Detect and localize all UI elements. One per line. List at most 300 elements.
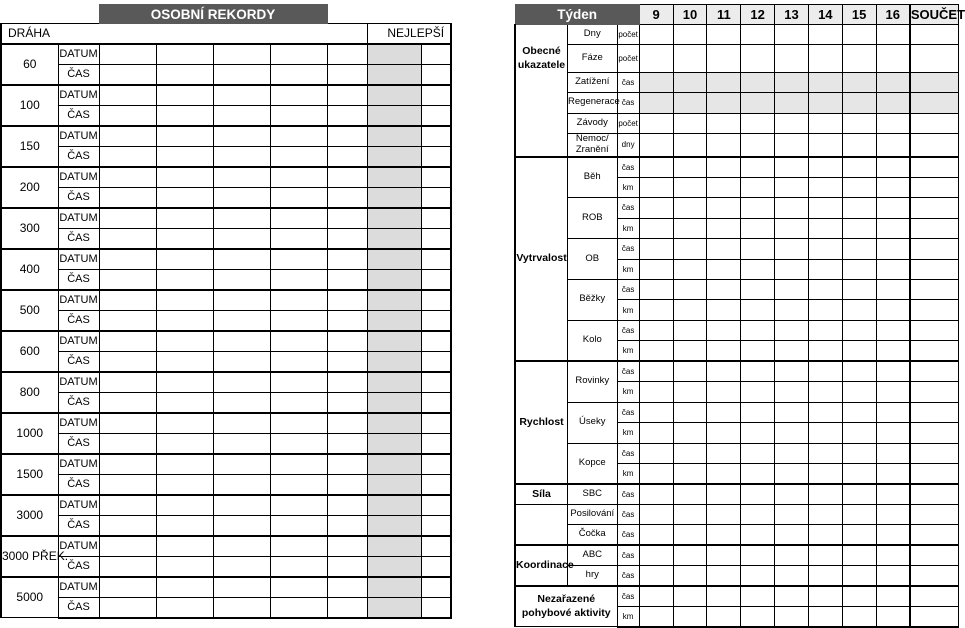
record-cell[interactable]	[156, 187, 213, 208]
week-cell[interactable]	[876, 361, 910, 381]
week-cell[interactable]	[808, 443, 842, 463]
week-cell[interactable]	[673, 239, 707, 259]
best-cell[interactable]	[367, 536, 421, 557]
week-cell[interactable]	[842, 25, 876, 45]
week-cell[interactable]	[842, 463, 876, 483]
record-cell[interactable]	[421, 454, 451, 475]
week-cell[interactable]	[775, 72, 809, 92]
week-cell[interactable]	[673, 25, 707, 45]
week-cell[interactable]	[741, 72, 775, 92]
week-cell[interactable]	[673, 134, 707, 157]
record-cell[interactable]	[421, 351, 451, 372]
week-cell[interactable]	[842, 198, 876, 218]
total-cell[interactable]	[910, 525, 959, 545]
record-cell[interactable]	[327, 413, 367, 434]
week-cell[interactable]	[707, 504, 741, 524]
week-cell[interactable]	[876, 177, 910, 197]
week-cell[interactable]	[775, 423, 809, 443]
week-cell[interactable]	[707, 239, 741, 259]
record-cell[interactable]	[156, 85, 213, 106]
week-cell[interactable]	[842, 134, 876, 157]
week-cell[interactable]	[741, 402, 775, 422]
week-cell[interactable]	[673, 259, 707, 279]
record-cell[interactable]	[156, 413, 213, 434]
week-cell[interactable]	[741, 134, 775, 157]
week-cell[interactable]	[639, 72, 673, 92]
record-cell[interactable]	[99, 208, 156, 229]
best-cell[interactable]	[367, 167, 421, 188]
week-cell[interactable]	[876, 25, 910, 45]
week-cell[interactable]	[639, 259, 673, 279]
week-cell[interactable]	[673, 402, 707, 422]
week-cell[interactable]	[808, 72, 842, 92]
total-cell[interactable]	[910, 341, 959, 361]
record-cell[interactable]	[99, 454, 156, 475]
week-cell[interactable]	[707, 218, 741, 238]
week-cell[interactable]	[842, 402, 876, 422]
record-cell[interactable]	[156, 126, 213, 147]
week-cell[interactable]	[741, 463, 775, 483]
week-cell[interactable]	[808, 198, 842, 218]
record-cell[interactable]	[156, 515, 213, 536]
week-cell[interactable]	[842, 525, 876, 545]
best-cell[interactable]	[367, 126, 421, 147]
week-cell[interactable]	[775, 320, 809, 340]
week-cell[interactable]	[876, 320, 910, 340]
record-cell[interactable]	[99, 351, 156, 372]
week-cell[interactable]	[775, 361, 809, 381]
week-cell[interactable]	[842, 218, 876, 238]
record-cell[interactable]	[270, 515, 327, 536]
record-cell[interactable]	[213, 515, 270, 536]
week-cell[interactable]	[639, 134, 673, 157]
record-cell[interactable]	[421, 208, 451, 229]
week-cell[interactable]	[673, 545, 707, 565]
week-cell[interactable]	[842, 300, 876, 320]
record-cell[interactable]	[156, 208, 213, 229]
best-cell[interactable]	[367, 351, 421, 372]
week-cell[interactable]	[808, 25, 842, 45]
record-cell[interactable]	[421, 64, 451, 85]
week-cell[interactable]	[808, 280, 842, 300]
record-cell[interactable]	[421, 597, 451, 618]
week-cell[interactable]	[707, 72, 741, 92]
week-cell[interactable]	[775, 443, 809, 463]
record-cell[interactable]	[421, 187, 451, 208]
week-cell[interactable]	[876, 423, 910, 443]
record-cell[interactable]	[156, 64, 213, 85]
record-cell[interactable]	[421, 474, 451, 495]
record-cell[interactable]	[421, 290, 451, 311]
week-cell[interactable]	[775, 504, 809, 524]
record-cell[interactable]	[327, 126, 367, 147]
week-cell[interactable]	[741, 198, 775, 218]
total-cell[interactable]	[910, 423, 959, 443]
week-cell[interactable]	[808, 566, 842, 586]
week-cell[interactable]	[876, 504, 910, 524]
week-cell[interactable]	[808, 93, 842, 113]
record-cell[interactable]	[327, 597, 367, 618]
record-cell[interactable]	[327, 269, 367, 290]
total-cell[interactable]	[910, 259, 959, 279]
week-cell[interactable]	[673, 504, 707, 524]
week-cell[interactable]	[775, 113, 809, 133]
week-cell[interactable]	[741, 45, 775, 72]
record-cell[interactable]	[213, 597, 270, 618]
week-cell[interactable]	[808, 341, 842, 361]
week-cell[interactable]	[741, 280, 775, 300]
total-cell[interactable]	[910, 198, 959, 218]
record-cell[interactable]	[156, 269, 213, 290]
week-cell[interactable]	[707, 198, 741, 218]
week-cell[interactable]	[639, 113, 673, 133]
week-cell[interactable]	[775, 157, 809, 177]
week-cell[interactable]	[639, 423, 673, 443]
record-cell[interactable]	[156, 105, 213, 126]
record-cell[interactable]	[213, 44, 270, 65]
record-cell[interactable]	[270, 474, 327, 495]
week-cell[interactable]	[876, 72, 910, 92]
best-cell[interactable]	[367, 556, 421, 577]
week-cell[interactable]	[741, 423, 775, 443]
record-cell[interactable]	[213, 372, 270, 393]
record-cell[interactable]	[421, 331, 451, 352]
week-cell[interactable]	[741, 443, 775, 463]
week-cell[interactable]	[639, 341, 673, 361]
week-cell[interactable]	[842, 157, 876, 177]
record-cell[interactable]	[99, 146, 156, 167]
week-cell[interactable]	[673, 177, 707, 197]
week-cell[interactable]	[842, 484, 876, 504]
week-cell[interactable]	[876, 113, 910, 133]
record-cell[interactable]	[421, 126, 451, 147]
week-cell[interactable]	[842, 504, 876, 524]
week-cell[interactable]	[775, 25, 809, 45]
record-cell[interactable]	[213, 454, 270, 475]
week-cell[interactable]	[639, 382, 673, 402]
record-cell[interactable]	[213, 351, 270, 372]
week-cell[interactable]	[876, 463, 910, 483]
week-cell[interactable]	[808, 545, 842, 565]
week-cell[interactable]	[639, 586, 673, 606]
record-cell[interactable]	[99, 495, 156, 516]
record-cell[interactable]	[99, 515, 156, 536]
week-cell[interactable]	[842, 93, 876, 113]
record-cell[interactable]	[327, 228, 367, 249]
week-cell[interactable]	[775, 566, 809, 586]
record-cell[interactable]	[213, 105, 270, 126]
week-cell[interactable]	[673, 607, 707, 627]
record-cell[interactable]	[99, 228, 156, 249]
record-cell[interactable]	[270, 187, 327, 208]
total-cell[interactable]	[910, 504, 959, 524]
record-cell[interactable]	[327, 290, 367, 311]
week-cell[interactable]	[741, 259, 775, 279]
week-cell[interactable]	[808, 320, 842, 340]
record-cell[interactable]	[156, 228, 213, 249]
record-cell[interactable]	[99, 105, 156, 126]
record-cell[interactable]	[421, 105, 451, 126]
record-cell[interactable]	[156, 249, 213, 270]
record-cell[interactable]	[156, 392, 213, 413]
record-cell[interactable]	[156, 351, 213, 372]
record-cell[interactable]	[327, 249, 367, 270]
record-cell[interactable]	[421, 495, 451, 516]
record-cell[interactable]	[421, 413, 451, 434]
record-cell[interactable]	[99, 126, 156, 147]
week-cell[interactable]	[673, 586, 707, 606]
week-cell[interactable]	[808, 423, 842, 443]
best-cell[interactable]	[367, 208, 421, 229]
week-cell[interactable]	[673, 320, 707, 340]
record-cell[interactable]	[421, 310, 451, 331]
week-cell[interactable]	[808, 157, 842, 177]
week-cell[interactable]	[741, 239, 775, 259]
week-cell[interactable]	[707, 134, 741, 157]
week-cell[interactable]	[775, 93, 809, 113]
best-cell[interactable]	[367, 64, 421, 85]
total-cell[interactable]	[910, 484, 959, 504]
record-cell[interactable]	[213, 392, 270, 413]
total-cell[interactable]	[910, 93, 959, 113]
record-cell[interactable]	[99, 64, 156, 85]
record-cell[interactable]	[327, 64, 367, 85]
week-cell[interactable]	[876, 402, 910, 422]
week-cell[interactable]	[808, 525, 842, 545]
week-cell[interactable]	[707, 93, 741, 113]
week-cell[interactable]	[639, 280, 673, 300]
week-cell[interactable]	[741, 341, 775, 361]
week-cell[interactable]	[775, 402, 809, 422]
best-cell[interactable]	[367, 413, 421, 434]
week-cell[interactable]	[876, 525, 910, 545]
week-cell[interactable]	[842, 177, 876, 197]
week-cell[interactable]	[673, 566, 707, 586]
record-cell[interactable]	[327, 105, 367, 126]
week-cell[interactable]	[775, 341, 809, 361]
record-cell[interactable]	[156, 44, 213, 65]
record-cell[interactable]	[270, 269, 327, 290]
record-cell[interactable]	[213, 249, 270, 270]
week-cell[interactable]	[639, 45, 673, 72]
record-cell[interactable]	[213, 310, 270, 331]
record-cell[interactable]	[213, 146, 270, 167]
week-cell[interactable]	[775, 300, 809, 320]
record-cell[interactable]	[99, 249, 156, 270]
week-cell[interactable]	[707, 607, 741, 627]
record-cell[interactable]	[270, 597, 327, 618]
week-cell[interactable]	[741, 157, 775, 177]
week-cell[interactable]	[808, 45, 842, 72]
record-cell[interactable]	[156, 290, 213, 311]
week-cell[interactable]	[707, 525, 741, 545]
week-cell[interactable]	[775, 280, 809, 300]
week-cell[interactable]	[741, 484, 775, 504]
week-cell[interactable]	[707, 545, 741, 565]
week-cell[interactable]	[842, 382, 876, 402]
week-cell[interactable]	[673, 463, 707, 483]
week-cell[interactable]	[639, 463, 673, 483]
week-cell[interactable]	[639, 177, 673, 197]
record-cell[interactable]	[99, 269, 156, 290]
week-cell[interactable]	[707, 382, 741, 402]
week-cell[interactable]	[741, 525, 775, 545]
best-cell[interactable]	[367, 577, 421, 598]
best-cell[interactable]	[367, 105, 421, 126]
week-cell[interactable]	[775, 586, 809, 606]
week-cell[interactable]	[842, 566, 876, 586]
week-cell[interactable]	[842, 341, 876, 361]
week-cell[interactable]	[639, 198, 673, 218]
week-cell[interactable]	[775, 134, 809, 157]
week-cell[interactable]	[673, 45, 707, 72]
total-cell[interactable]	[910, 586, 959, 606]
week-cell[interactable]	[842, 72, 876, 92]
best-cell[interactable]	[367, 187, 421, 208]
record-cell[interactable]	[421, 249, 451, 270]
best-cell[interactable]	[367, 495, 421, 516]
best-cell[interactable]	[367, 392, 421, 413]
total-cell[interactable]	[910, 443, 959, 463]
week-cell[interactable]	[876, 443, 910, 463]
best-cell[interactable]	[367, 454, 421, 475]
week-cell[interactable]	[707, 423, 741, 443]
record-cell[interactable]	[99, 413, 156, 434]
record-cell[interactable]	[156, 495, 213, 516]
week-cell[interactable]	[876, 341, 910, 361]
record-cell[interactable]	[213, 413, 270, 434]
week-cell[interactable]	[808, 382, 842, 402]
week-cell[interactable]	[707, 25, 741, 45]
record-cell[interactable]	[99, 85, 156, 106]
week-cell[interactable]	[639, 239, 673, 259]
week-cell[interactable]	[842, 545, 876, 565]
record-cell[interactable]	[421, 372, 451, 393]
total-cell[interactable]	[910, 361, 959, 381]
record-cell[interactable]	[270, 495, 327, 516]
week-cell[interactable]	[741, 566, 775, 586]
best-cell[interactable]	[367, 44, 421, 65]
week-cell[interactable]	[876, 566, 910, 586]
week-cell[interactable]	[639, 361, 673, 381]
week-cell[interactable]	[639, 300, 673, 320]
record-cell[interactable]	[327, 351, 367, 372]
week-cell[interactable]	[639, 443, 673, 463]
week-cell[interactable]	[741, 504, 775, 524]
week-cell[interactable]	[876, 300, 910, 320]
record-cell[interactable]	[421, 167, 451, 188]
record-cell[interactable]	[270, 228, 327, 249]
total-cell[interactable]	[910, 320, 959, 340]
best-cell[interactable]	[367, 515, 421, 536]
week-cell[interactable]	[775, 177, 809, 197]
record-cell[interactable]	[213, 290, 270, 311]
record-cell[interactable]	[213, 269, 270, 290]
record-cell[interactable]	[213, 167, 270, 188]
week-cell[interactable]	[808, 218, 842, 238]
best-cell[interactable]	[367, 372, 421, 393]
week-cell[interactable]	[707, 463, 741, 483]
week-cell[interactable]	[741, 113, 775, 133]
total-cell[interactable]	[910, 113, 959, 133]
record-cell[interactable]	[156, 310, 213, 331]
week-cell[interactable]	[876, 280, 910, 300]
week-cell[interactable]	[707, 320, 741, 340]
record-cell[interactable]	[327, 515, 367, 536]
record-cell[interactable]	[213, 85, 270, 106]
week-cell[interactable]	[808, 484, 842, 504]
record-cell[interactable]	[99, 167, 156, 188]
record-cell[interactable]	[270, 64, 327, 85]
total-cell[interactable]	[910, 177, 959, 197]
record-cell[interactable]	[421, 577, 451, 598]
record-cell[interactable]	[421, 556, 451, 577]
week-cell[interactable]	[876, 545, 910, 565]
week-cell[interactable]	[673, 198, 707, 218]
week-cell[interactable]	[808, 259, 842, 279]
record-cell[interactable]	[421, 515, 451, 536]
record-cell[interactable]	[327, 495, 367, 516]
week-cell[interactable]	[842, 239, 876, 259]
week-cell[interactable]	[808, 300, 842, 320]
record-cell[interactable]	[99, 44, 156, 65]
record-cell[interactable]	[270, 577, 327, 598]
best-cell[interactable]	[367, 433, 421, 454]
record-cell[interactable]	[270, 44, 327, 65]
week-cell[interactable]	[775, 239, 809, 259]
record-cell[interactable]	[270, 372, 327, 393]
week-cell[interactable]	[842, 586, 876, 606]
record-cell[interactable]	[99, 536, 156, 557]
best-cell[interactable]	[367, 249, 421, 270]
record-cell[interactable]	[213, 495, 270, 516]
record-cell[interactable]	[327, 331, 367, 352]
record-cell[interactable]	[156, 536, 213, 557]
week-cell[interactable]	[876, 45, 910, 72]
record-cell[interactable]	[327, 536, 367, 557]
week-cell[interactable]	[673, 443, 707, 463]
week-cell[interactable]	[639, 545, 673, 565]
record-cell[interactable]	[99, 597, 156, 618]
week-cell[interactable]	[876, 484, 910, 504]
week-cell[interactable]	[707, 402, 741, 422]
week-cell[interactable]	[842, 259, 876, 279]
record-cell[interactable]	[156, 454, 213, 475]
week-cell[interactable]	[639, 157, 673, 177]
week-cell[interactable]	[673, 72, 707, 92]
week-cell[interactable]	[775, 607, 809, 627]
record-cell[interactable]	[270, 208, 327, 229]
record-cell[interactable]	[270, 536, 327, 557]
week-cell[interactable]	[775, 45, 809, 72]
record-cell[interactable]	[213, 556, 270, 577]
week-cell[interactable]	[707, 443, 741, 463]
record-cell[interactable]	[327, 454, 367, 475]
week-cell[interactable]	[741, 586, 775, 606]
best-cell[interactable]	[367, 228, 421, 249]
best-cell[interactable]	[367, 474, 421, 495]
week-cell[interactable]	[707, 45, 741, 72]
week-cell[interactable]	[775, 218, 809, 238]
best-cell[interactable]	[367, 310, 421, 331]
week-cell[interactable]	[741, 25, 775, 45]
week-cell[interactable]	[673, 280, 707, 300]
week-cell[interactable]	[639, 25, 673, 45]
record-cell[interactable]	[213, 577, 270, 598]
record-cell[interactable]	[327, 474, 367, 495]
record-cell[interactable]	[270, 556, 327, 577]
week-cell[interactable]	[876, 218, 910, 238]
